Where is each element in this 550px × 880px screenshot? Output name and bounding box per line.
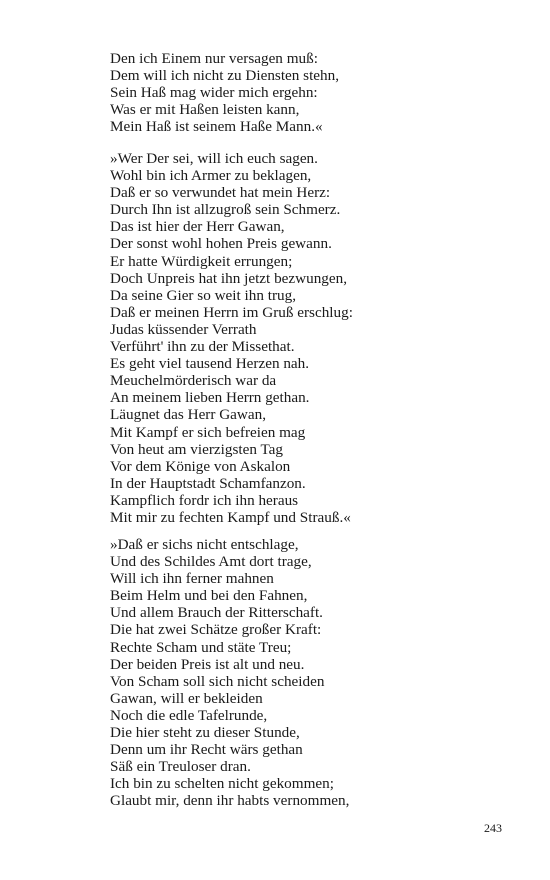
verse-line: Sein Haß mag wider mich ergehn: xyxy=(110,84,318,102)
verse-line: Gawan, will er bekleiden xyxy=(110,689,263,707)
verse-line: Mein Haß ist seinem Haße Mann.« xyxy=(110,118,323,136)
verse-line: Das ist hier der Herr Gawan, xyxy=(110,218,285,236)
verse-line: Was er mit Haßen leisten kann, xyxy=(110,101,300,119)
verse-line: Den ich Einem nur versagen muß: xyxy=(110,50,318,67)
verse-line: Und allem Brauch der Ritterschaft. xyxy=(110,604,323,622)
verse-line: Doch Unpreis hat ihn jetzt bezwungen, xyxy=(110,269,348,287)
verse-line: An meinem lieben Herrn gethan. xyxy=(110,389,310,407)
verse-line: In der Hauptstadt Schamfanzon. xyxy=(110,474,306,492)
verse-line: Wohl bin ich Armer zu beklagen, xyxy=(110,167,312,185)
verse-line: Er hatte Würdigkeit errungen; xyxy=(110,252,293,270)
verse-line: Der beiden Preis ist alt und neu. xyxy=(110,655,305,673)
verse-line: Und des Schildes Amt dort trage, xyxy=(110,553,312,571)
verse-line: Säß ein Treuloser dran. xyxy=(110,758,251,776)
stanza-2 xyxy=(110,150,510,526)
verse-line: Mit Kampf er sich befreien mag xyxy=(110,423,306,441)
page-number: 243 xyxy=(484,821,502,835)
verse-line: Läugnet das Herr Gawan, xyxy=(110,406,267,424)
verse-line: Es geht viel tausend Herzen nah. xyxy=(110,355,310,373)
verse-line: Die hier steht zu dieser Stunde, xyxy=(110,724,300,742)
stanza-1 xyxy=(110,50,510,135)
verse-line: Will ich ihn ferner mahnen xyxy=(110,570,274,588)
verse-line: »Wer Der sei, will ich euch sagen. xyxy=(110,150,318,167)
verse-line: Meuchelmörderisch war da xyxy=(110,372,277,390)
stanza-3 xyxy=(110,536,510,810)
verse-line: Daß er meinen Herrn im Gruß erschlug: xyxy=(110,303,353,321)
verse-line: Von Scham soll sich nicht scheiden xyxy=(110,672,325,690)
verse-line: Verführt' ihn zu der Missethat. xyxy=(110,338,295,356)
verse-line: Von heut am vierzigsten Tag xyxy=(110,440,283,458)
verse-line: Glaubt mir, denn ihr habts vernommen, xyxy=(110,792,350,810)
verse-line: Ich bin zu schelten nicht gekommen; xyxy=(110,775,334,793)
verse-line: Durch Ihn ist allzugroß sein Schmerz. xyxy=(110,201,341,219)
verse-line: Da seine Gier so weit ihn trug, xyxy=(110,286,297,304)
verse-line: Vor dem Könige von Askalon xyxy=(110,457,291,475)
verse-line: Kampflich fordr ich ihn heraus xyxy=(110,491,299,509)
verse-line: Daß er so verwundet hat mein Herz: xyxy=(110,184,331,202)
verse-line: »Daß er sichs nicht entschlage, xyxy=(110,536,299,553)
verse-line: Der sonst wohl hohen Preis gewann. xyxy=(110,235,332,253)
verse-line: Die hat zwei Schätze großer Kraft: xyxy=(110,621,322,639)
verse-line: Mit mir zu fechten Kampf und Strauß.« xyxy=(110,508,351,526)
verse-line: Judas küssender Verrath xyxy=(110,320,257,338)
verse-line: Beim Helm und bei den Fahnen, xyxy=(110,587,308,605)
verse-line: Rechte Scham und stäte Treu; xyxy=(110,638,292,656)
verse-line: Denn um ihr Recht wärs gethan xyxy=(110,741,303,759)
verse-line: Noch die edle Tafelrunde, xyxy=(110,706,268,724)
verse-line: Dem will ich nicht zu Diensten stehn, xyxy=(110,67,340,85)
